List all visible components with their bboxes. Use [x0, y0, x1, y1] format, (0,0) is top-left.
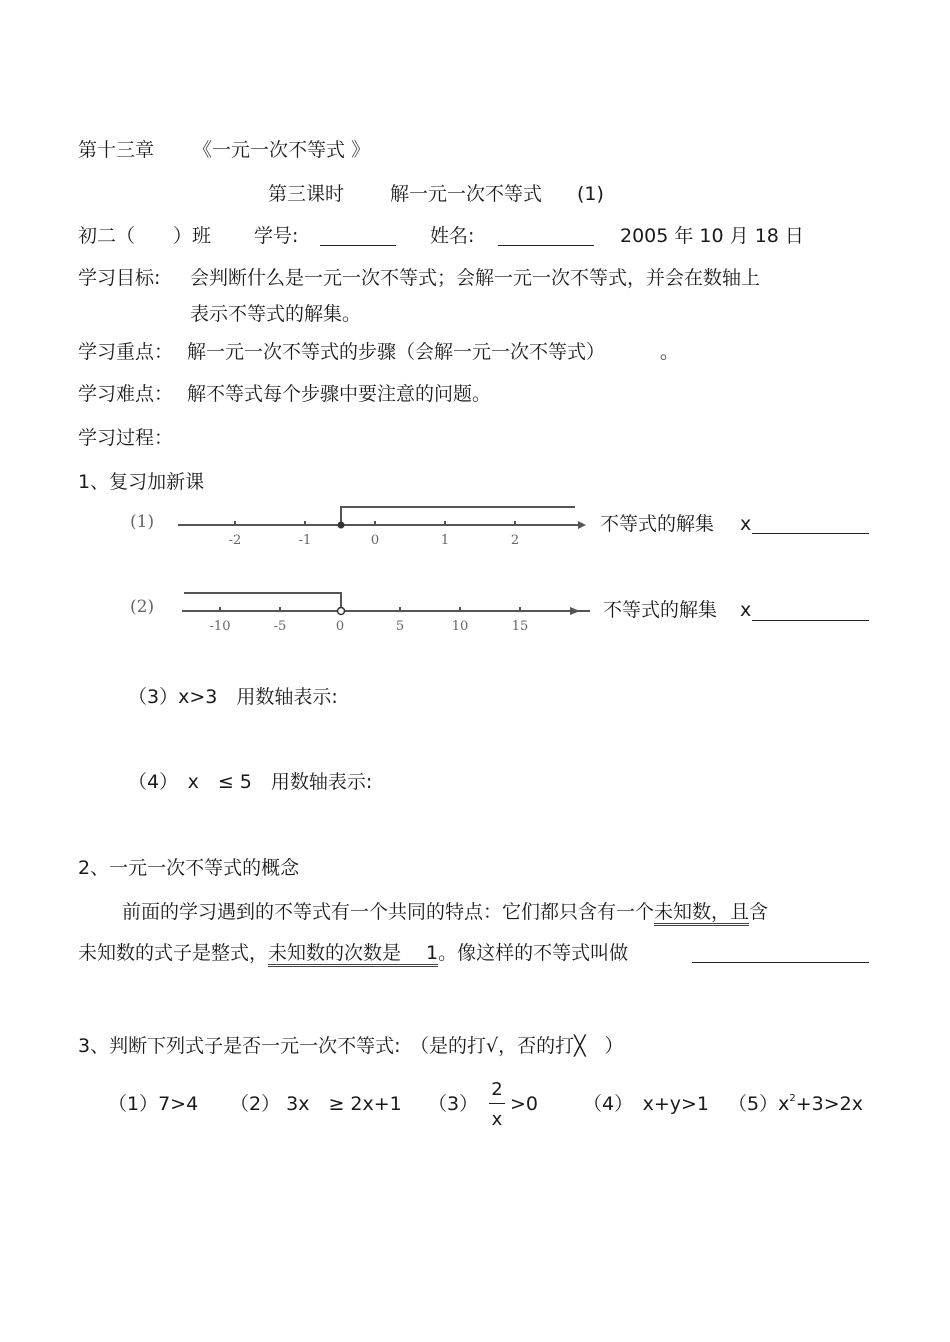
solution-ray	[341, 507, 575, 525]
open-point	[338, 608, 345, 615]
student-no-blank[interactable]	[320, 245, 396, 246]
key-text: 解一元一次不等式的步骤（会解一元一次不等式）	[187, 341, 606, 363]
date: 2005 年 10 月 18 日	[620, 225, 804, 247]
tick-label: -5	[273, 619, 287, 634]
section1-title: 1、复习加新课	[78, 471, 205, 493]
item4: （4） x ≤ 5 用数轴表示:	[128, 771, 373, 793]
goal-label: 学习目标:	[78, 267, 161, 289]
name-label: 姓名:	[430, 225, 475, 247]
question-3-rest: >0	[510, 1093, 539, 1115]
item3: （3）x>3 用数轴表示:	[128, 686, 338, 708]
question-3-label: （3）	[428, 1093, 479, 1115]
process-label: 学习过程：	[78, 427, 174, 449]
item2-answer-blank[interactable]	[752, 620, 869, 621]
book-title: 《一元一次不等式 》	[193, 139, 371, 161]
item2-var: x	[740, 599, 752, 621]
goal-line2: 表示不等式的解集。	[190, 303, 362, 325]
tick-label: -2	[228, 533, 242, 548]
fraction-bar	[489, 1103, 505, 1104]
question-5: $(5)x^2+3>2x$	[728, 1093, 863, 1115]
chapter: 第十三章	[78, 139, 155, 161]
tick-label: 0	[335, 619, 345, 634]
fraction-numerator: 2	[491, 1079, 503, 1100]
section2-title: 2、一元一次不等式的概念	[78, 857, 300, 879]
difficulty-label: 学习难点：	[78, 383, 174, 405]
item2-answer-label: 不等式的解集	[603, 599, 718, 621]
tick-label: 0	[370, 533, 380, 548]
tick-label: 2	[510, 533, 520, 548]
section3-title: 3、判断下列式子是否一元一次不等式: （是的打√，否的打╳ ）	[78, 1035, 624, 1057]
item1-var: x	[740, 513, 752, 535]
item1-label: (1)	[130, 512, 155, 532]
item1-answer-blank[interactable]	[752, 533, 869, 534]
key-label: 学习重点：	[78, 341, 174, 363]
student-no-label: 学号:	[254, 225, 299, 247]
tick-label: 10	[451, 619, 469, 634]
solid-point	[338, 522, 345, 529]
key-end: 。	[660, 341, 680, 363]
axis2-arrow	[570, 605, 582, 617]
tick-label: 1	[440, 533, 450, 548]
tick-label: 5	[395, 619, 405, 634]
question-2: （2） 3x ≥ 2x+1	[230, 1093, 402, 1115]
number-line-1	[120, 495, 590, 555]
fraction-denominator: x	[491, 1109, 503, 1130]
underlined-degree: 未知数的次数是 1	[268, 942, 438, 967]
lesson-number: (1)	[577, 183, 604, 205]
concept-line1: 前面的学习遇到的不等式有一个共同的特点：它们都只含有一个未知数，且含	[122, 900, 768, 924]
axis-arrow	[578, 521, 586, 529]
class-label: 初二（ ）班	[78, 225, 212, 247]
item1-answer-label: 不等式的解集	[600, 513, 715, 535]
definition-blank[interactable]	[692, 962, 869, 963]
tick-label: -1	[298, 533, 312, 548]
number-line-2	[120, 582, 590, 642]
question-4: （4） x+y>1	[583, 1093, 710, 1115]
solution-ray	[184, 593, 341, 611]
item2-label: (2)	[130, 597, 155, 617]
concept-line2: 未知数的式子是整式，未知数的次数是 1。像这样的不等式叫做	[78, 941, 628, 965]
lesson-title: 解一元一次不等式	[390, 183, 543, 205]
underlined-unknown: 未知数，且	[654, 901, 749, 926]
difficulty-text: 解不等式每个步骤中要注意的问题。	[187, 383, 492, 405]
goal-line1: 会判断什么是一元一次不等式；会解一元一次不等式，并会在数轴上	[190, 267, 761, 289]
tick-label: 15	[511, 619, 529, 634]
name-blank[interactable]	[498, 245, 594, 246]
question-1: （1）7>4	[108, 1093, 199, 1115]
lesson: 第三课时	[268, 183, 345, 205]
tick-label: -10	[209, 619, 231, 634]
